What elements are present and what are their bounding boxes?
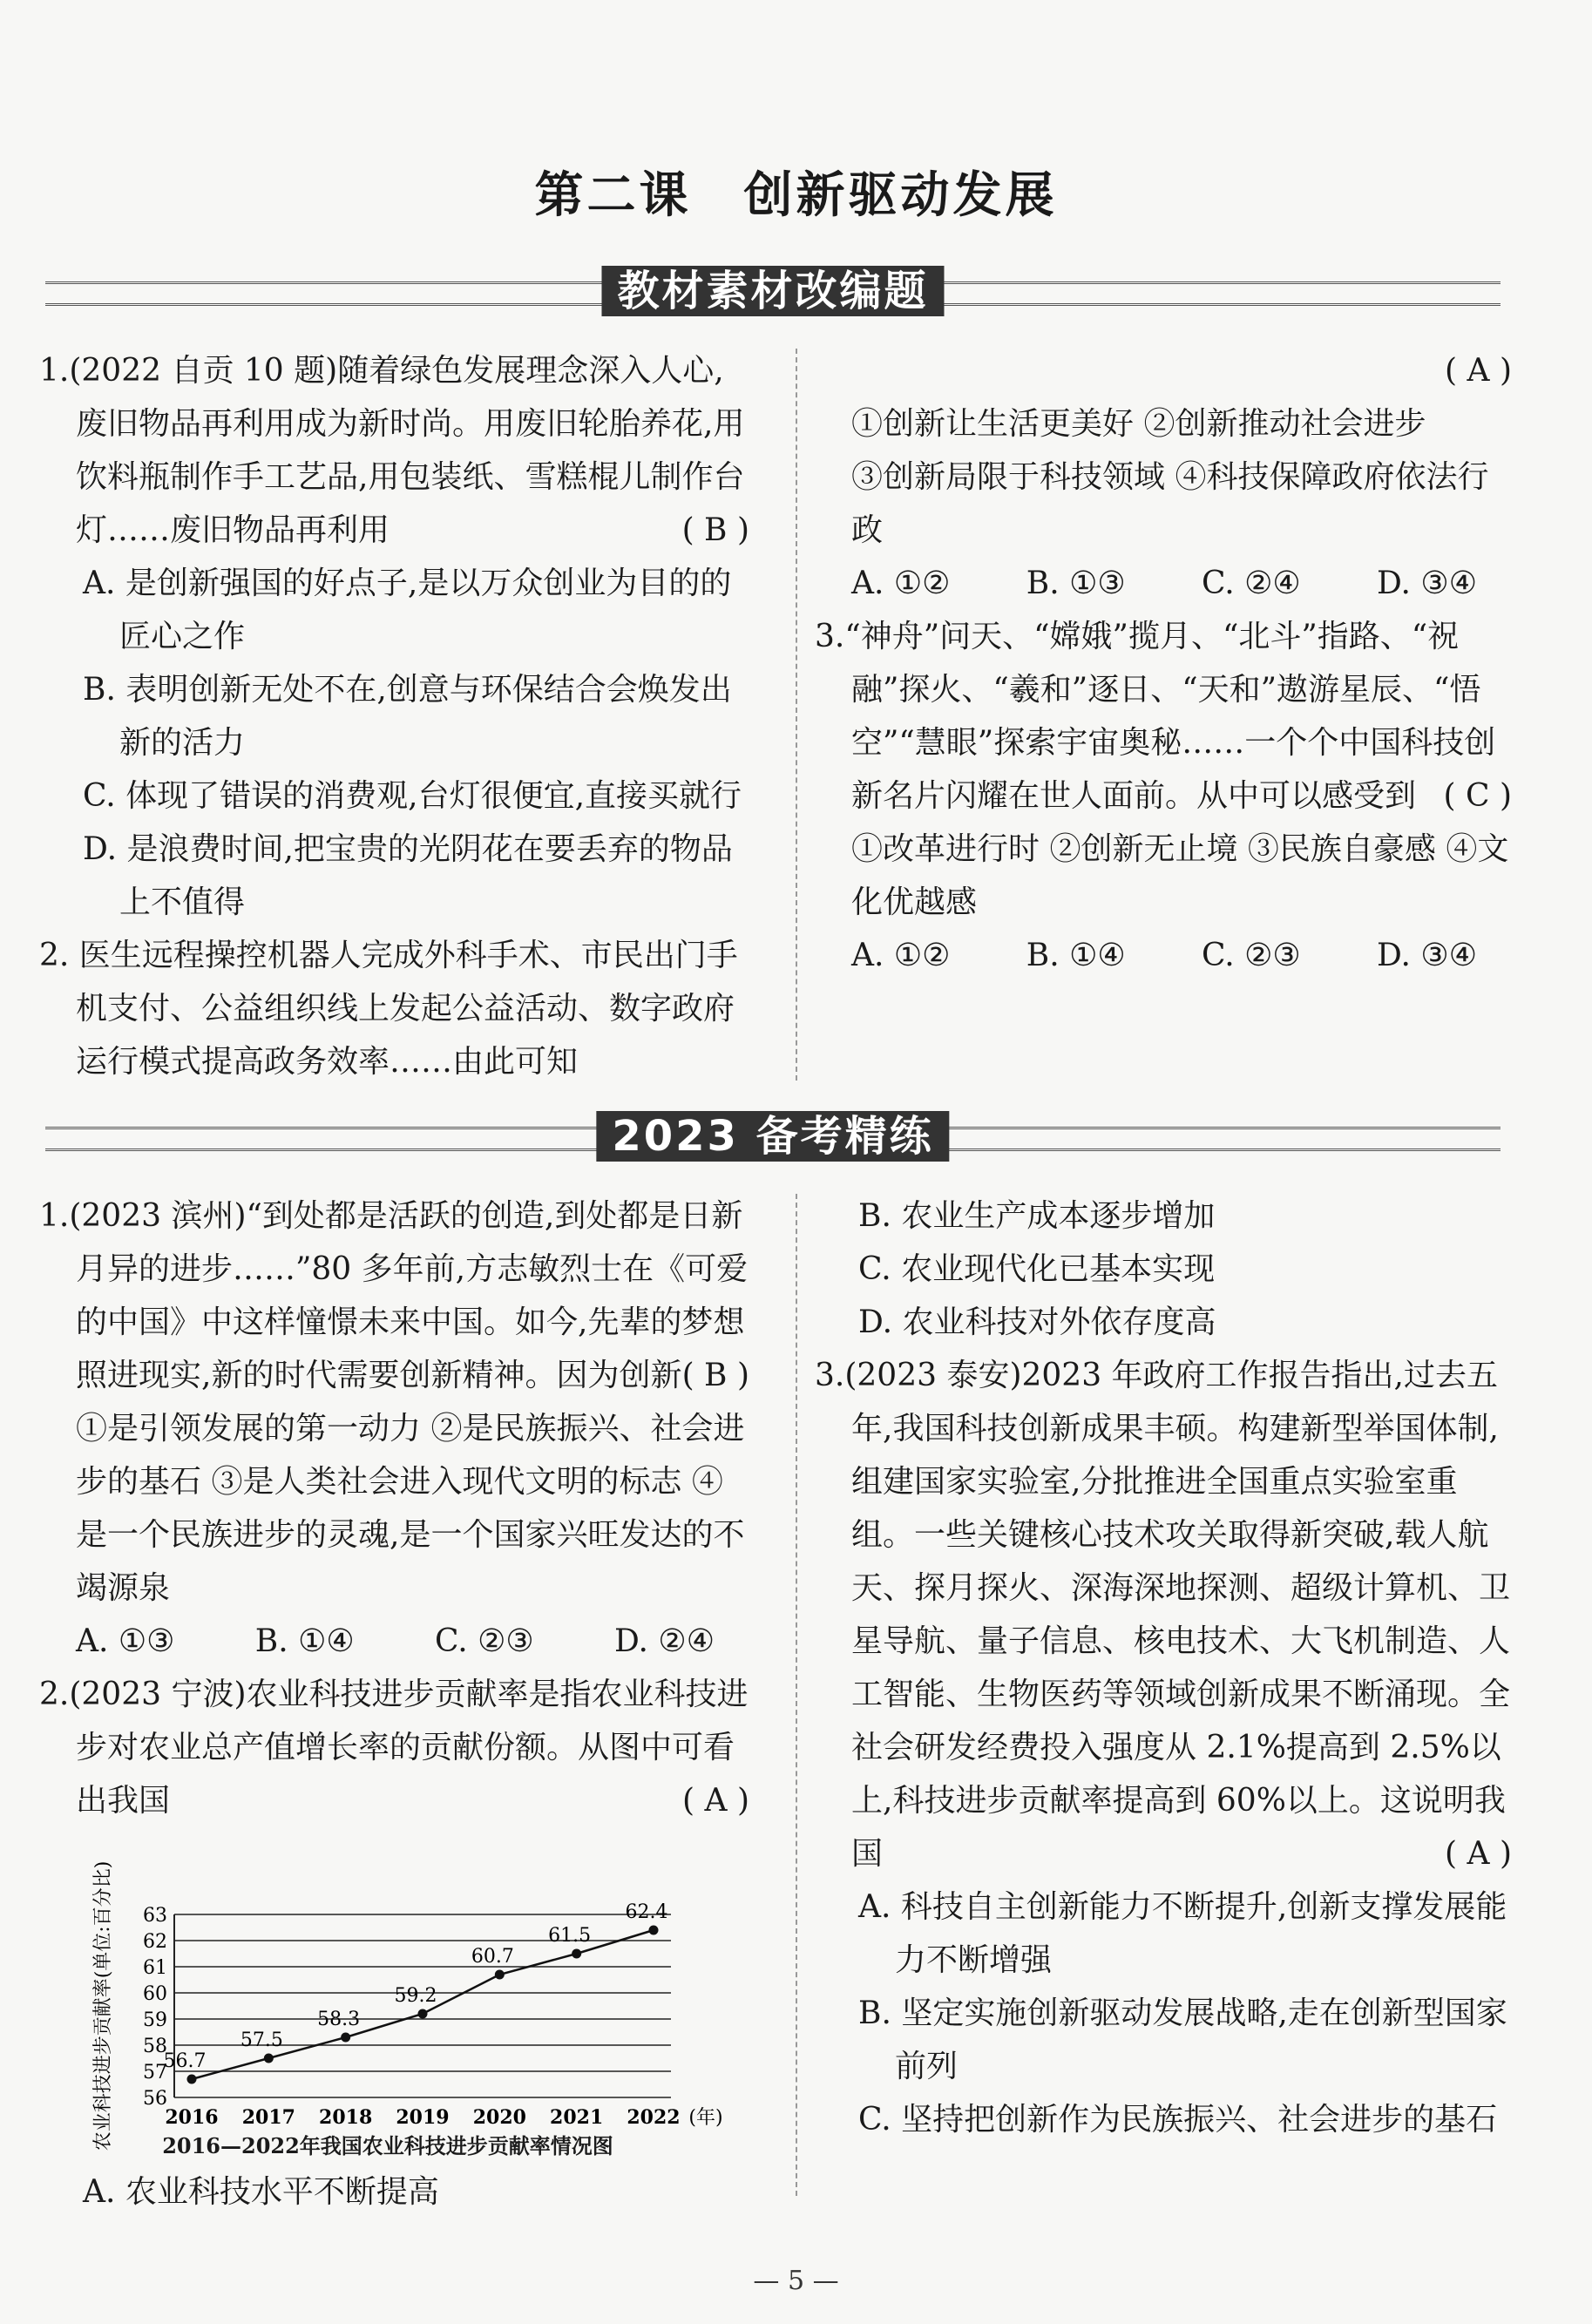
section2-left-column: [39, 1189, 749, 1827]
question-stem: 3.(2023 泰安)2023 年政府工作报告指出,过去五年,我国科技创新成果丰硕。构建新型举国体制,组建国家实验室,分批推进全国重点实验室重组。一些关键核心技术攻关取得新突破,载人航天、探月探火、深海深地探测、超级计算机、卫星导航、量子信息、核电技术、大飞机制造、人工智能、生物医药等领域创新成果不断涌现。全社会研发经费投入强度从 2.1%提高到 2.5%以上,科技进步贡献率提高到 60%以上。这说明我国: [815, 1358, 1511, 1872]
option-b: B. ①④: [1026, 938, 1126, 973]
x-tick-label: 2022: [627, 2106, 681, 2129]
page-title: [0, 157, 1592, 227]
chart-title: 2016—2022年我国农业科技进步贡献率情况图: [162, 2133, 613, 2158]
contribution-rate-chart: [83, 1860, 754, 2165]
question-stem: 3.“神舟”问天、“嫦娥”揽月、“北斗”指路、“祝融”探火、“羲和”逐日、“天和”遨游星辰、“悟空”“慧眼”探索宇宙奥秘……一个个中国科技创新名片闪耀在世人面前。从中可以感受到: [815, 619, 1496, 814]
answer-mark: ( A ): [682, 1783, 749, 1819]
section-header-textbook: [45, 266, 1501, 318]
option-c: C. 农业现代化已基本实现: [858, 1251, 1216, 1287]
y-axis-label: 农业科技进步贡献率(单位:百分比): [92, 1860, 114, 2151]
data-point: [187, 2075, 197, 2084]
section-label: 教材素材改编题: [601, 266, 944, 316]
option-a: A. 是创新强国的好点子,是以万众创业为目的的匠心之作: [83, 566, 732, 654]
option-b: B. 坚定实施创新驱动发展战略,走在创新型国家前列: [858, 1995, 1507, 2084]
question-2: [39, 1668, 749, 1827]
answer-mark: ( A ): [1445, 1836, 1512, 1872]
y-tick-label: 60: [143, 1983, 167, 2005]
data-point: [572, 1949, 581, 1959]
question-2: [39, 929, 749, 1088]
data-label: 59.2: [394, 1985, 437, 2007]
option-c: C. 体现了错误的消费观,台灯很便宜,直接买就行: [83, 778, 742, 814]
option-a: A. ①②: [851, 566, 951, 601]
x-tick-label: 2018: [319, 2106, 373, 2129]
section1-right-column: [815, 344, 1512, 982]
section-label: 2023 备考精练: [596, 1111, 949, 1162]
question-stem: 2. 医生远程操控机器人完成外科手术、市民出门手机支付、公益组织线上发起公益活动、数字政府运行模式提高政务效率……由此可知: [39, 938, 738, 1080]
data-label: 57.5: [240, 2029, 283, 2051]
x-tick-label: 2020: [472, 2106, 526, 2129]
data-label: 61.5: [548, 1925, 592, 1947]
data-label: 60.7: [471, 1946, 514, 1968]
y-tick-label: 61: [143, 1957, 167, 1979]
question-stem: 1.(2023 滨州)“到处都是活跃的创造,到处都是日新月异的进步……”80 多年前,方志敏烈士在《可爱的中国》中这样憧憬未来中国。如今,先辈的梦想照进现实,新的时代需要创新精神。因为创新: [39, 1198, 749, 1393]
option-c: C. ②④: [1201, 566, 1301, 601]
x-tick-label: 2021: [550, 2106, 604, 2129]
answer-mark: ( A ): [1445, 353, 1512, 389]
answer-mark: ( B ): [681, 1358, 749, 1393]
option-b: B. ①③: [1026, 566, 1126, 601]
data-point: [264, 2054, 274, 2063]
option-b: B. 农业生产成本逐步增加: [858, 1198, 1216, 1234]
data-point: [495, 1970, 505, 1980]
y-tick-label: 56: [143, 2088, 167, 2110]
y-tick-label: 58: [143, 2036, 167, 2057]
question-3: [815, 1349, 1512, 1880]
option-a: A. ①③: [76, 1623, 175, 1659]
statement-list: ①创新让生活更美好 ②创新推动社会进步: [851, 406, 1426, 442]
option-a: A. ①②: [851, 938, 951, 973]
option-b: B. ①④: [254, 1623, 355, 1659]
y-tick-label: 57: [143, 2062, 167, 2083]
question-stem: 1.(2022 自贡 10 题)随着绿色发展理念深入人心,废旧物品再利用成为新时尚。用废旧轮胎养花,用饮料瓶制作手工艺品,用包装纸、雪糕棍儿制作台灯……废旧物品再利用: [39, 353, 745, 548]
option-d: D. ③④: [1376, 938, 1477, 973]
options-row: [815, 929, 1512, 982]
option-c: C. 坚持把创新作为民族振兴、社会进步的基石: [858, 2102, 1498, 2138]
data-point: [341, 2033, 350, 2043]
y-tick-label: 63: [143, 1905, 167, 1927]
x-tick-label: 2019: [396, 2106, 450, 2129]
y-tick-label: 62: [143, 1931, 167, 1953]
option-d: D. ③④: [1376, 566, 1477, 601]
option-c: C. ②③: [1201, 938, 1301, 973]
section2-left-bottom: [39, 2165, 749, 2219]
section-header-practice: [45, 1111, 1501, 1163]
question-1: [39, 1189, 749, 1402]
option-d: D. 农业科技对外依存度高: [858, 1304, 1216, 1340]
page-number: — 5 —: [753, 2266, 839, 2296]
option-a: A. 科技自主创新能力不断提升,创新支撑发展能力不断增强: [858, 1889, 1507, 1978]
data-label: 62.4: [625, 1901, 668, 1923]
data-point: [418, 2009, 428, 2019]
options-row: [815, 557, 1512, 610]
x-tick-label: 2016: [165, 2106, 219, 2129]
question-1: [39, 344, 749, 557]
question-stem: 2.(2023 宁波)农业科技进步贡献率是指农业科技进步对农业总产值增长率的贡献份额。从图中可看出我国: [39, 1677, 749, 1819]
statement-list: ①改革进行时 ②创新无止境 ③民族自豪感 ④文化优越感: [851, 831, 1509, 920]
answer-mark: ( C ): [1443, 778, 1512, 814]
statement-list: ③创新局限于科技领域 ④科技保障政府依法行政: [851, 459, 1489, 548]
options-row: [39, 1615, 749, 1668]
x-axis-label: (年): [688, 2107, 723, 2129]
column-divider: [796, 349, 797, 1081]
x-tick-label: 2017: [241, 2106, 295, 2129]
answer-mark: ( B ): [681, 512, 749, 548]
lesson-number: 第二课: [534, 167, 692, 224]
question-3: [815, 610, 1512, 823]
section1-left-column: [39, 344, 749, 1088]
option-b: B. 表明创新无处不在,创意与环保结合会焕发出新的活力: [83, 672, 732, 761]
data-label: 58.3: [317, 2009, 361, 2030]
data-label: 56.7: [163, 2050, 207, 2072]
option-a: A. 农业科技水平不断提高: [83, 2174, 439, 2210]
lesson-topic: 创新驱动发展: [743, 167, 1058, 224]
section2-right-column: [815, 1189, 1512, 2146]
option-d: D. 是浪费时间,把宝贵的光阴花在要丢弃的物品上不值得: [83, 831, 733, 920]
column-divider: [796, 1194, 797, 2196]
option-c: C. ②③: [434, 1623, 534, 1659]
option-d: D. ②④: [613, 1623, 715, 1659]
y-tick-label: 59: [143, 2009, 167, 2031]
statement-list: ①是引领发展的第一动力 ②是民族振兴、社会进步的基石 ③是人类社会进入现代文明的标志 ④是一个民族进步的灵魂,是一个国家兴旺发达的不竭源泉: [76, 1411, 745, 1606]
data-point: [649, 1926, 659, 1935]
